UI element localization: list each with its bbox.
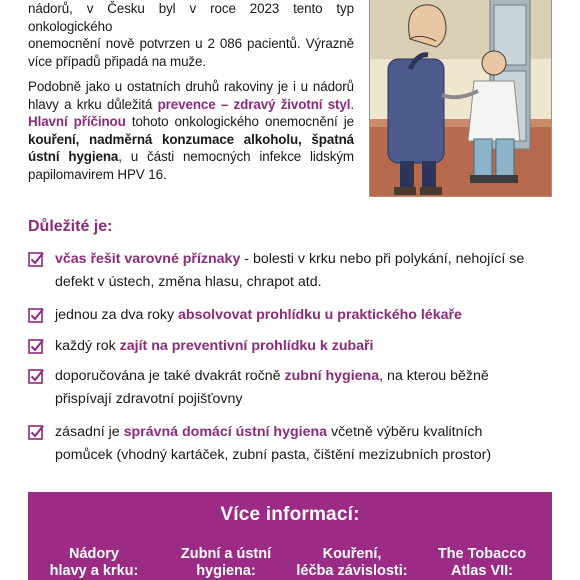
text-span: tohoto onkologického onemocnění je <box>125 114 354 130</box>
list-item-text <box>55 335 525 358</box>
text-span: Podobně jako u ostatních druhů rakoviny je i u nádorů hlavy a krku důležitá <box>28 79 354 112</box>
info-link-oral-hygiene[interactable] <box>164 546 288 580</box>
info-link-tobacco-atlas[interactable] <box>420 546 544 580</box>
text-span: , u části nemocných infekce lidským papilomavirem HPV 16. <box>28 149 354 182</box>
item-pre: doporučována je také dvakrát ročně <box>55 368 285 384</box>
intro-line: nádorů, v Česku byl v roce 2023 tento typ onkologického <box>28 1 354 34</box>
item-highlight: zajít na preventivní prohlídku k zubaři <box>119 338 374 354</box>
info-link-line: Atlas VII: <box>450 563 514 579</box>
info-link-head-neck[interactable] <box>32 546 156 580</box>
causes-bold: kouření, nadměrná konzumace alkoholu, špatná ústní hygiena <box>28 131 354 165</box>
item-pre: zásadní je <box>55 424 124 440</box>
list-item-text <box>55 421 525 466</box>
intro-paragraph-2 <box>28 78 354 184</box>
info-link-line: Zubní a ústní <box>180 546 272 562</box>
checkbox-check-icon <box>28 307 45 324</box>
illustration-graphic <box>370 0 552 197</box>
checkbox-check-icon <box>28 338 45 355</box>
info-link-line: Kouření, <box>322 546 382 562</box>
checkbox-check-icon <box>28 424 45 441</box>
item-pre: každý rok <box>55 338 120 354</box>
list-item-text <box>55 304 525 327</box>
item-pre: jednou za dva roky <box>55 307 179 323</box>
important-heading: Důležité je: <box>28 218 113 235</box>
info-link-line: The Tobacco <box>437 546 527 562</box>
item-post: včetně výběru kvalitních pomůcek (vhodný kartáček, zubní pasta, čištění mezizubních prostor) <box>55 424 492 463</box>
intro-line: onemocnění nově potvrzen u 2 086 pacientů. Výrazně <box>28 36 354 52</box>
info-link-line: hygiena: <box>196 563 256 579</box>
doctor-patient-illustration <box>369 0 552 197</box>
info-link-smoking[interactable] <box>290 546 414 580</box>
item-highlight: zubní hygiena <box>284 368 380 384</box>
prevention-highlight: prevence – zdravý životní styl <box>157 96 351 112</box>
info-link-line: hlavy a krku: <box>49 563 139 579</box>
item-highlight: správná domácí ústní hygiena <box>123 424 328 440</box>
item-highlight: absolvovat prohlídku u praktického lékaře <box>178 307 462 323</box>
more-info-title: Více informací: <box>220 504 360 525</box>
intro-line: více případů připadá na muže. <box>28 53 206 69</box>
item-post: , na kterou běžně přispívají zdravotní pojišťovny <box>55 368 489 407</box>
info-link-line: Nádory <box>69 546 119 562</box>
list-item-text <box>55 365 525 410</box>
main-cause-highlight: Hlavní příčinou <box>28 114 126 130</box>
checkbox-check-icon <box>28 251 45 268</box>
list-item-text <box>55 248 525 293</box>
text-span: . <box>350 96 354 112</box>
item-highlight: včas řešit varovné příznaky <box>55 251 241 267</box>
item-post: - bolesti v krku nebo při polykání, nehojící se defekt v ústech, změna hlasu, chrapot atd. <box>55 251 525 290</box>
info-link-line: léčba závislosti: <box>296 563 408 579</box>
checkbox-check-icon <box>28 368 45 385</box>
more-info-box <box>28 492 552 580</box>
intro-paragraph-1 <box>28 0 354 70</box>
